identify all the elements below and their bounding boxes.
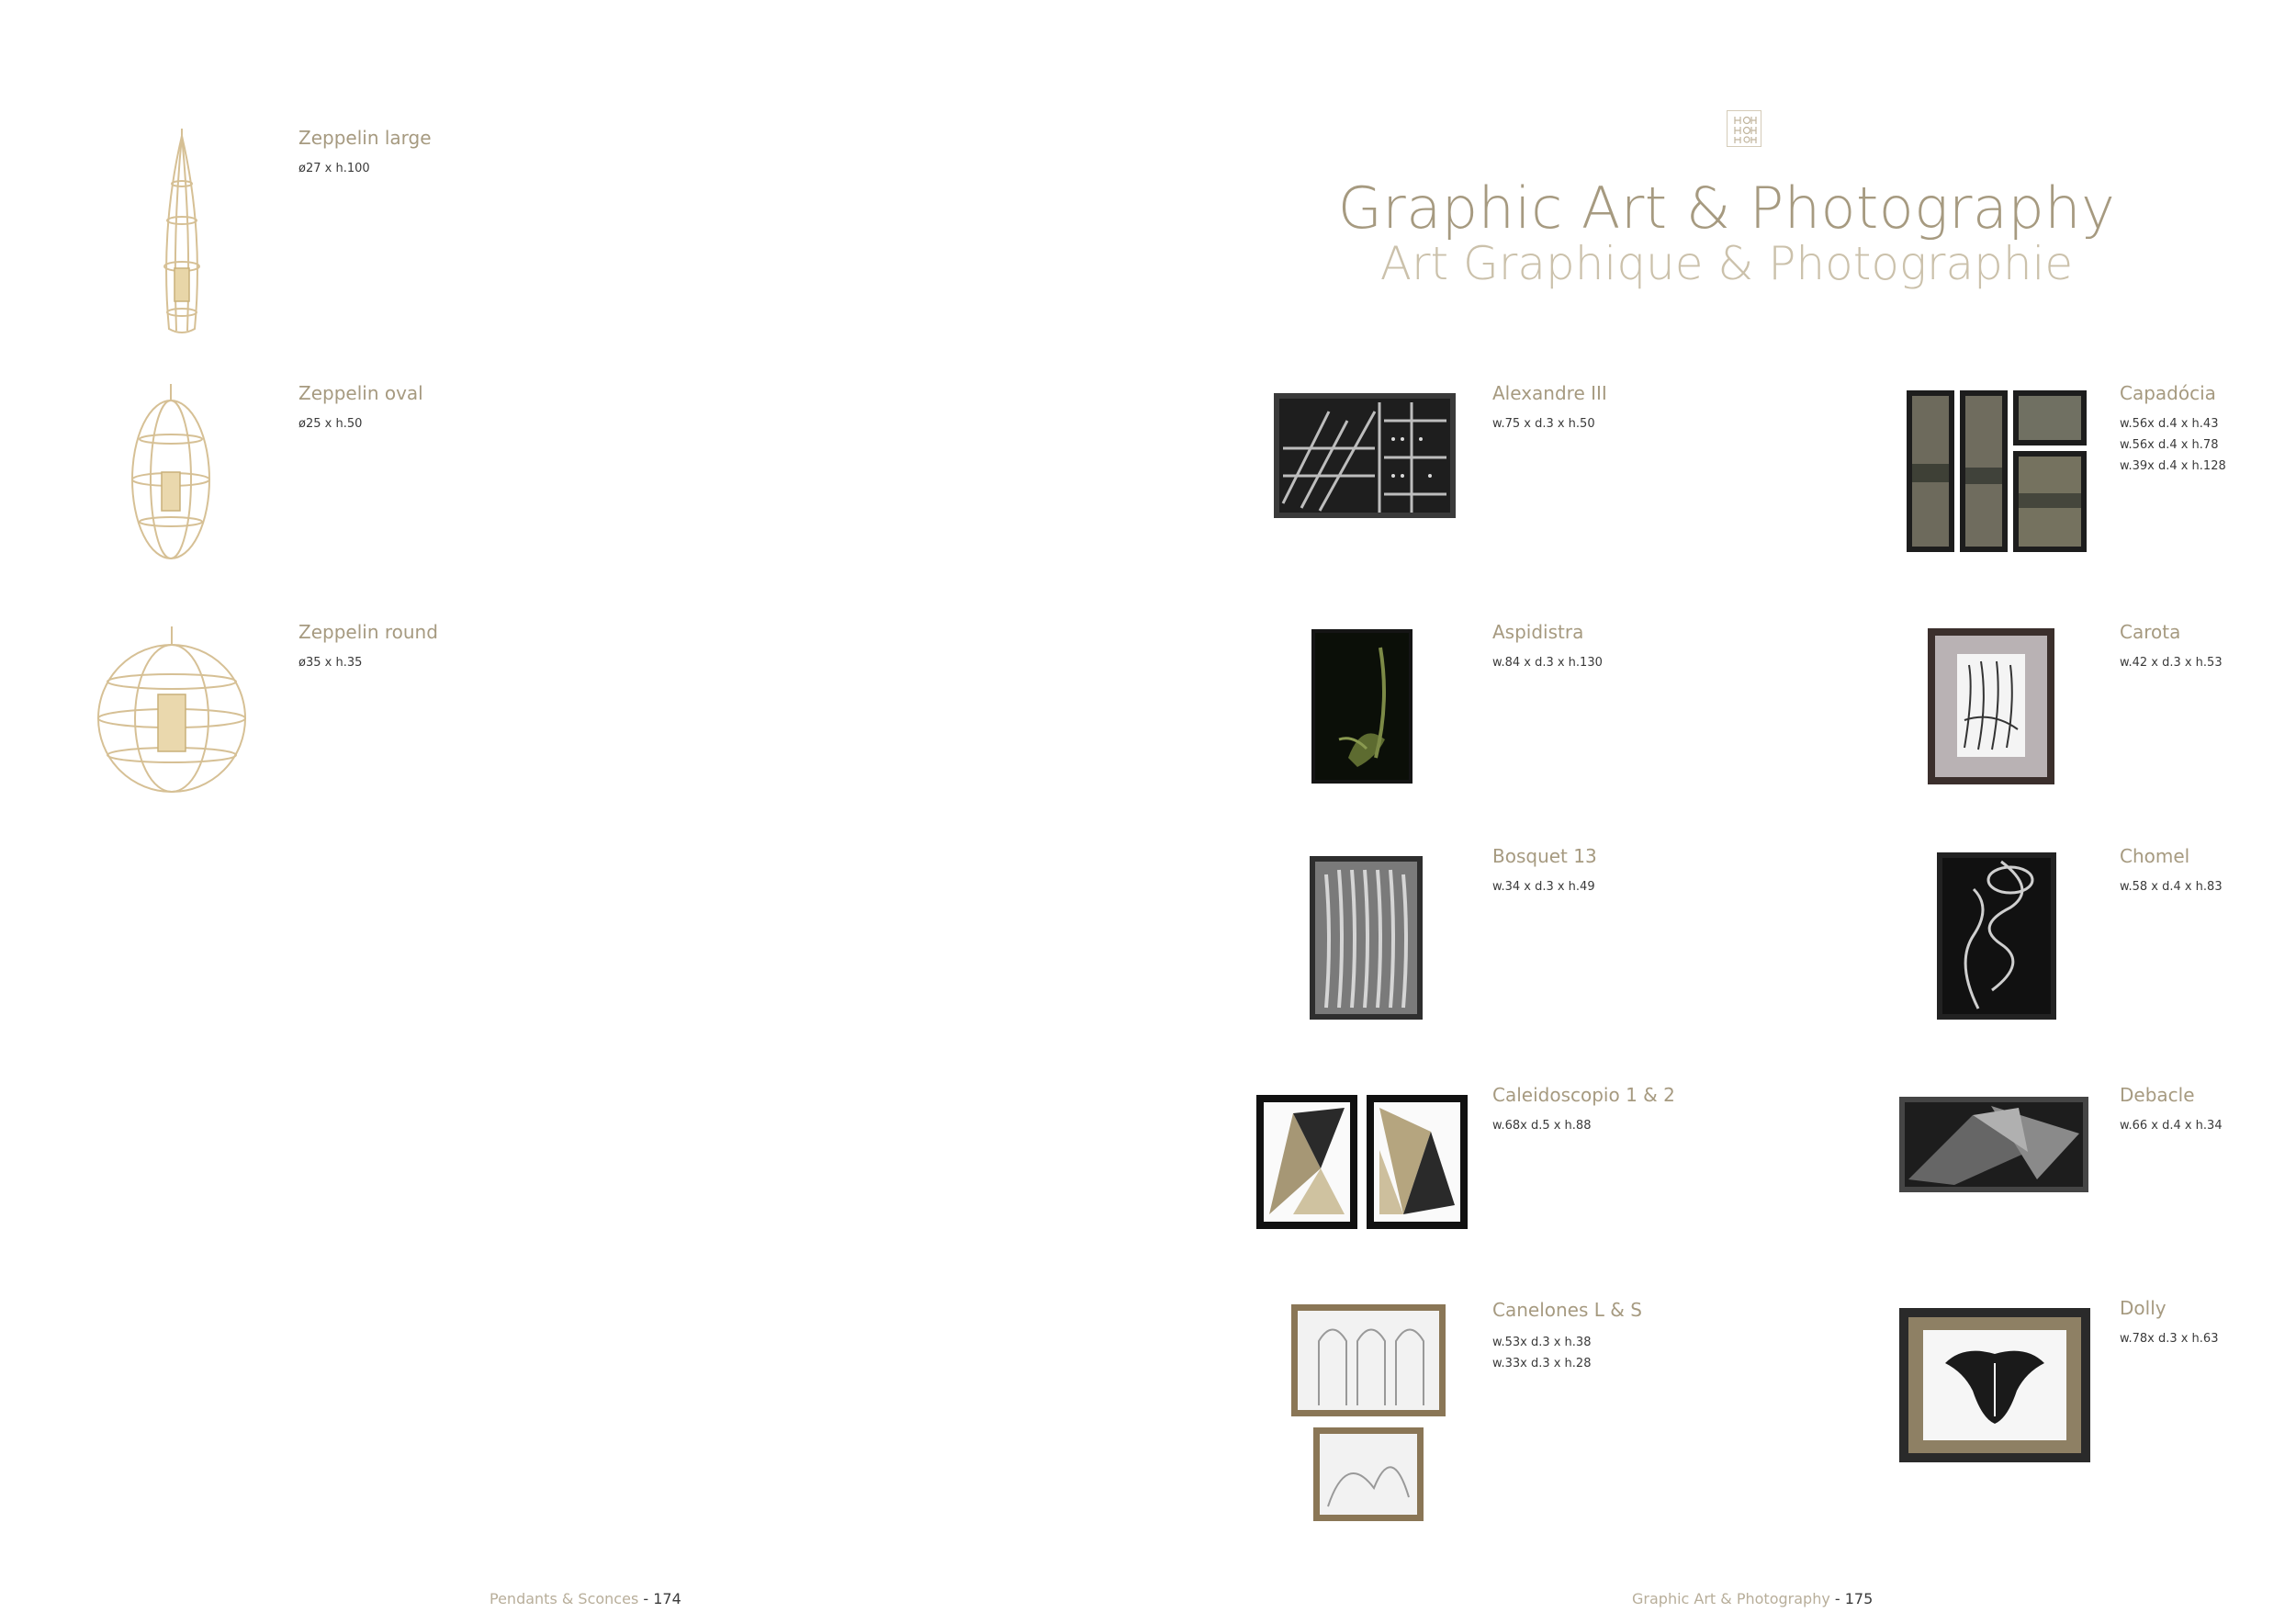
item-dims-zeppelin-large	[298, 158, 370, 179]
debacle-image	[1899, 1097, 2088, 1192]
dims-line: w.68x d.5 x h.88	[1492, 1119, 1592, 1133]
carota-image	[1928, 628, 2054, 784]
item-name-aspidistra: Aspidistra	[1492, 621, 1584, 643]
dims-line: w.39x d.4 x h.128	[2120, 459, 2226, 473]
dims-line: w.42 x d.3 x h.53	[2120, 656, 2223, 670]
dims-line: w.84 x d.3 x h.130	[1492, 656, 1603, 670]
dims-line: w.75 x d.3 x h.50	[1492, 417, 1595, 431]
item-name-carota: Carota	[2120, 621, 2181, 643]
item-dims-alexandre-iii	[1492, 413, 1595, 434]
dims-line: ø25 x h.50	[298, 417, 363, 431]
item-dims-zeppelin-round	[298, 652, 362, 673]
canelones-image	[1291, 1304, 1446, 1521]
item-dims-chomel	[2120, 876, 2223, 897]
zeppelin-oval-image	[127, 384, 215, 564]
zeppelin-large-image	[145, 129, 219, 340]
item-dims-carota	[2120, 652, 2223, 673]
dims-line: ø27 x h.100	[298, 162, 370, 175]
right-page-footer	[1632, 1590, 1873, 1607]
dolly-image	[1899, 1308, 2090, 1462]
chomel-image	[1937, 852, 2056, 1020]
item-dims-dolly	[2120, 1328, 2218, 1349]
item-dims-capadocia	[2120, 413, 2226, 477]
footer-page-number: - 174	[638, 1590, 681, 1607]
zeppelin-round-image	[94, 626, 250, 796]
item-name-dolly: Dolly	[2120, 1297, 2167, 1319]
item-name-bosquet-13: Bosquet 13	[1492, 845, 1597, 867]
item-dims-aspidistra	[1492, 652, 1603, 673]
item-name-canelones: Canelones L & S	[1492, 1299, 1642, 1321]
dims-line: w.58 x d.4 x h.83	[2120, 880, 2223, 894]
dims-line: w.56x d.4 x h.78	[2120, 438, 2219, 452]
left-page-footer	[490, 1590, 681, 1607]
item-name-capadocia: Capadócia	[2120, 382, 2216, 404]
item-dims-bosquet-13	[1492, 876, 1595, 897]
page-subtitle: Art Graphique & Photographie	[1379, 237, 2074, 290]
item-name-zeppelin-round: Zeppelin round	[298, 621, 438, 643]
dims-line: w.66 x d.4 x h.34	[2120, 1119, 2223, 1133]
item-name-zeppelin-oval: Zeppelin oval	[298, 382, 423, 404]
item-dims-caleidoscopio	[1492, 1115, 1591, 1136]
item-dims-canelones	[1492, 1332, 1591, 1374]
hoh-logo-icon	[1728, 111, 1761, 146]
bosquet-13-image	[1310, 856, 1423, 1020]
item-dims-zeppelin-oval	[298, 413, 362, 434]
caleidoscopio-image	[1256, 1095, 1468, 1229]
dims-line: w.53x d.3 x h.38	[1492, 1336, 1592, 1349]
item-name-chomel: Chomel	[2120, 845, 2190, 867]
item-name-caleidoscopio: Caleidoscopio 1 & 2	[1492, 1084, 1675, 1106]
dims-line: w.33x d.3 x h.28	[1492, 1357, 1592, 1370]
footer-section: Pendants & Sconces	[490, 1590, 639, 1607]
capadocia-image	[1907, 390, 2087, 552]
item-name-zeppelin-large: Zeppelin large	[298, 127, 432, 149]
dims-line: w.56x d.4 x h.43	[2120, 417, 2219, 431]
page-title: Graphic Art & Photography	[1337, 175, 2116, 242]
item-name-alexandre-iii: Alexandre III	[1492, 382, 1607, 404]
footer-section: Graphic Art & Photography	[1632, 1590, 1830, 1607]
hoh-logo	[1727, 110, 1761, 147]
item-dims-debacle	[2120, 1115, 2223, 1136]
dims-line: ø35 x h.35	[298, 656, 363, 670]
item-name-debacle: Debacle	[2120, 1084, 2195, 1106]
dims-line: w.34 x d.3 x h.49	[1492, 880, 1595, 894]
aspidistra-image	[1311, 629, 1412, 784]
footer-page-number: - 175	[1829, 1590, 1874, 1607]
dims-line: w.78x d.3 x h.63	[2120, 1332, 2219, 1346]
alexandre-iii-image	[1274, 393, 1456, 518]
